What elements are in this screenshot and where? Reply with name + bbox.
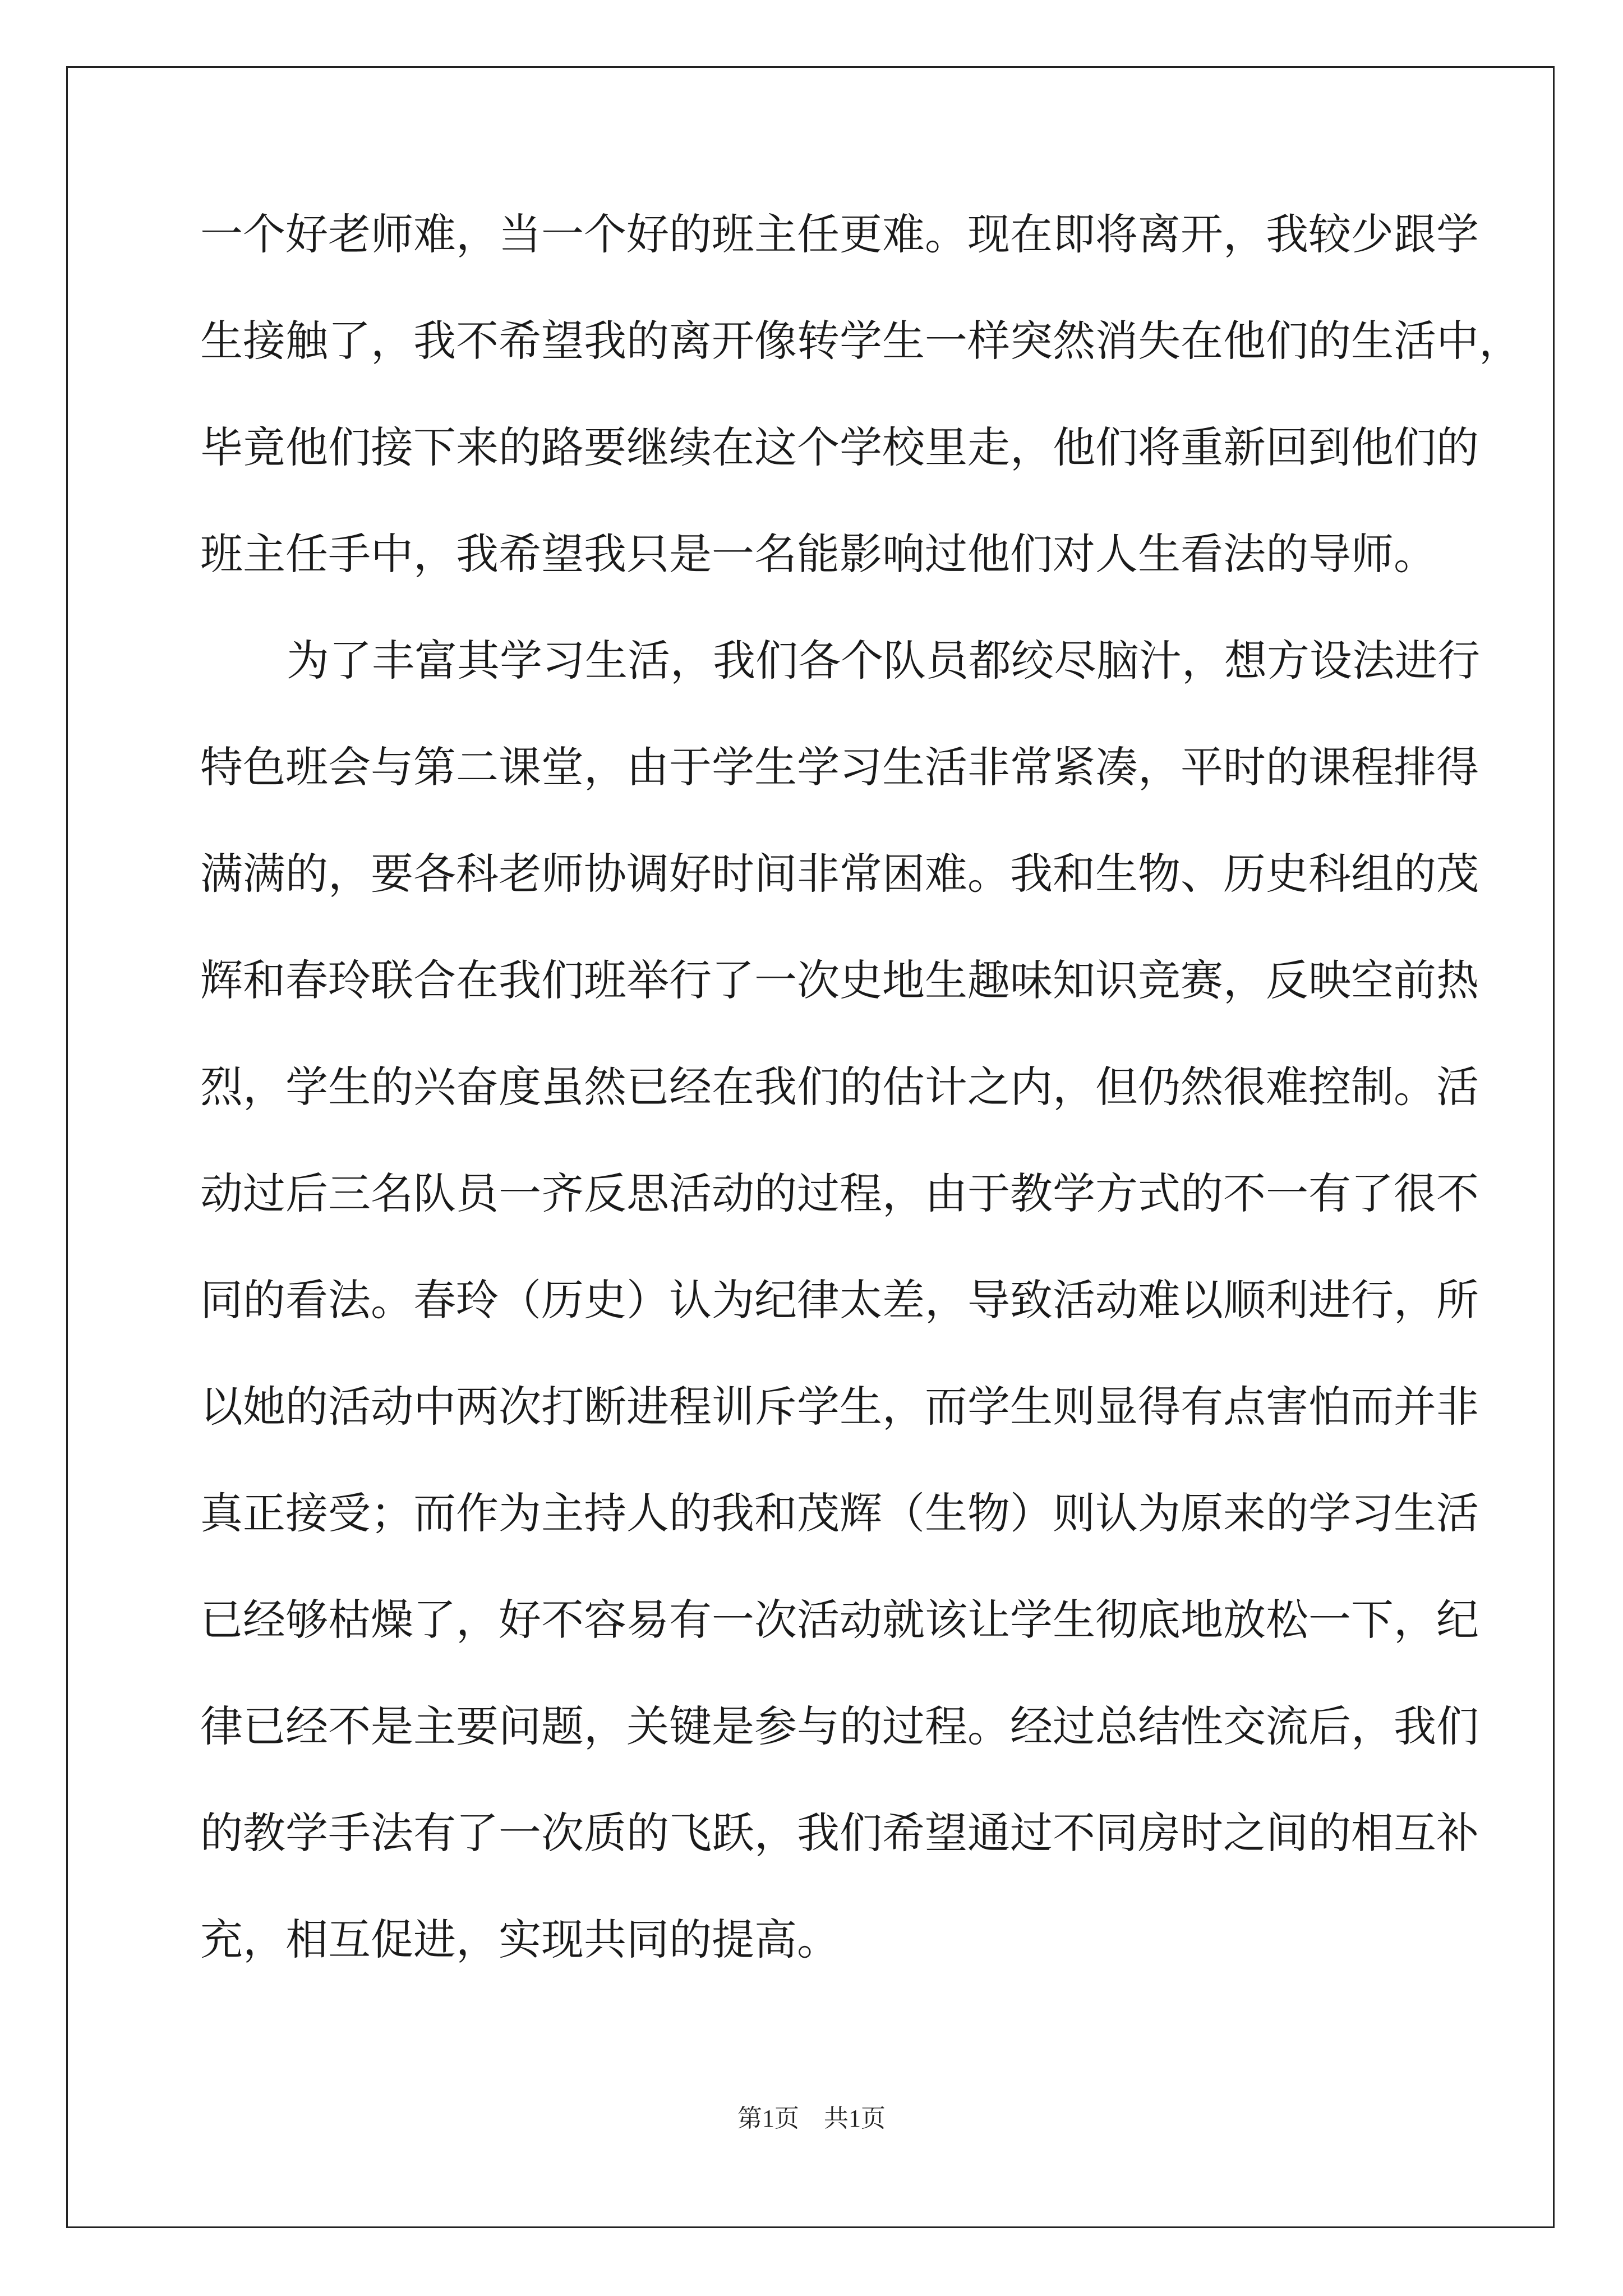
text-line: 为了丰富其学习生活，我们各个队员都绞尽脑汁，想方设法进行 xyxy=(287,636,1480,685)
text-line: 烈，学生的兴奋度虽然已经在我们的估计之内，但仍然很难控制。活 xyxy=(200,1062,1479,1112)
paragraph-2 xyxy=(200,636,1480,2025)
document-body xyxy=(200,209,1521,2025)
text-line: 动过后三名队员一齐反思活动的过程，由于教学方式的不一有了很不 xyxy=(200,1168,1479,1218)
text-line: 一个好老师难，当一个好的班主任更难。现在即将离开，我较少跟学 xyxy=(200,209,1479,259)
text-line: 毕竟他们接下来的路要继续在这个学校里走，他们将重新回到他们的 xyxy=(200,422,1479,472)
text-line: 已经够枯燥了，好不容易有一次活动就该让学生彻底地放松一下，纪 xyxy=(200,1595,1479,1645)
text-line: 律已经不是主要问题，关键是参与的过程。经过总结性交流后，我们 xyxy=(200,1701,1479,1751)
text-line: 同的看法。春玲（历史）认为纪律太差，导致活动难以顺利进行，所 xyxy=(200,1275,1479,1325)
text-line: 满满的，要各科老师协调好时间非常困难。我和生物、历史科组的茂 xyxy=(200,849,1479,899)
paragraph-1 xyxy=(200,209,1521,639)
text-line: 以她的活动中两次打断进程训斥学生，而学生则显得有点害怕而并非 xyxy=(200,1382,1479,1432)
page-number-footer: 第1页 共1页 xyxy=(737,2105,886,2132)
text-line: 特色班会与第二课堂，由于学生学习生活非常紧凑，平时的课程排得 xyxy=(200,742,1479,792)
text-line: 班主任手中，我希望我只是一名能影响过他们对人生看法的导师。 xyxy=(200,529,1436,579)
text-line: 的教学手法有了一次质的飞跃，我们希望通过不同房时之间的相互补 xyxy=(200,1808,1479,1858)
text-line: 真正接受；而作为主持人的我和茂辉（生物）则认为原来的学习生活 xyxy=(200,1488,1479,1538)
text-line: 充，相互促进，实现共同的提高。 xyxy=(200,1915,840,1964)
text-line: 辉和春玲联合在我们班举行了一次史地生趣味知识竞赛，反映空前热 xyxy=(200,955,1479,1005)
text-line: 生接触了，我不希望我的离开像转学生一样突然消失在他们的生活中， xyxy=(200,316,1521,366)
